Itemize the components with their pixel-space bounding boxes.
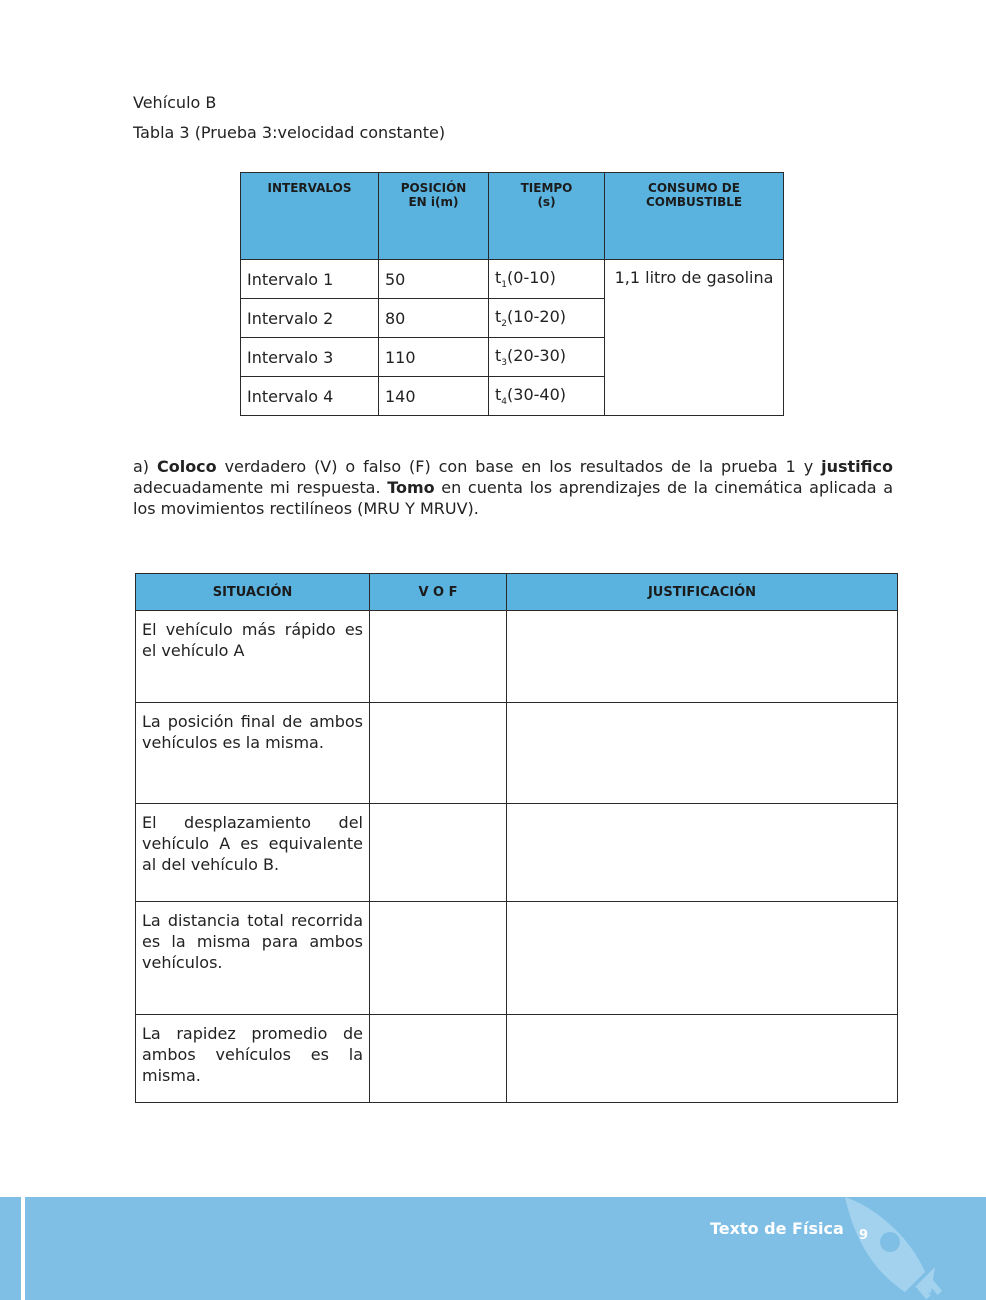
vof-answer-cell[interactable]: [370, 611, 507, 703]
situation-cell: La distancia total recorrida es la misma para ambos vehículos.: [136, 902, 370, 1015]
vof-answer-cell[interactable]: [370, 1015, 507, 1103]
justification-answer-cell[interactable]: [507, 804, 898, 902]
answer-header-row: [136, 574, 898, 611]
situation-cell: El vehículo más rápido es el vehículo A: [136, 611, 370, 703]
table-caption: Tabla 3 (Prueba 3:velocidad constante): [133, 123, 446, 142]
position-cell: 80: [379, 299, 489, 338]
header-intervals: INTERVALOS: [241, 173, 379, 260]
position-cell: 110: [379, 338, 489, 377]
answer-table: [135, 573, 898, 1103]
table-row: [136, 611, 898, 703]
vof-answer-cell[interactable]: [370, 703, 507, 804]
time-cell: $t_2(10-20)$: [489, 299, 605, 338]
header-situation: SITUACIÓN: [136, 574, 370, 611]
time-cell: $t_4(30-40)$: [489, 377, 605, 416]
table-row: [136, 902, 898, 1015]
table-row: [136, 804, 898, 902]
vehicle-heading: Vehículo B: [133, 93, 217, 112]
position-cell: 50: [379, 260, 489, 299]
header-fuel: CONSUMO DE COMBUSTIBLE: [605, 173, 784, 260]
table-row: [136, 1015, 898, 1103]
instruction-paragraph: a) Coloco verdadero (V) o falso (F) con base en los resultados de la prueba 1 y justifico adecuadamente mi respuesta. Tomo en cuenta los aprendizajes de la cinemática aplicada a los movimientos rectilíneos (MRU Y MRUV).: [133, 457, 893, 518]
justification-answer-cell[interactable]: [507, 902, 898, 1015]
header-vof: V O F: [370, 574, 507, 611]
justification-answer-cell[interactable]: [507, 703, 898, 804]
position-cell: 140: [379, 377, 489, 416]
justification-answer-cell[interactable]: [507, 611, 898, 703]
justification-answer-cell[interactable]: [507, 1015, 898, 1103]
situation-cell: La posición final de ambos vehículos es la misma.: [136, 703, 370, 804]
situation-cell: La rapidez promedio de ambos vehículos es la misma.: [136, 1015, 370, 1103]
fuel-cell: 1,1 litro de gasolina: [605, 260, 784, 416]
footer-stripe: [21, 1197, 25, 1300]
page-number: 9: [859, 1228, 869, 1243]
situation-cell: El desplazamiento del vehículo A es equivalente al del vehículo B.: [136, 804, 370, 902]
table-row: [136, 703, 898, 804]
interval-cell: Intervalo 4: [241, 377, 379, 416]
rocket-icon: [835, 1197, 986, 1300]
interval-cell: Intervalo 3: [241, 338, 379, 377]
interval-cell: Intervalo 2: [241, 299, 379, 338]
header-time: TIEMPO (s): [489, 173, 605, 260]
page-footer: [0, 1197, 986, 1300]
data-table: [240, 172, 784, 416]
interval-cell: Intervalo 1: [241, 260, 379, 299]
vof-answer-cell[interactable]: [370, 804, 507, 902]
header-justification: JUSTIFICACIÓN: [507, 574, 898, 611]
header-position: POSICIÓN EN i(m): [379, 173, 489, 260]
time-cell: $t_1(0-10)$: [489, 260, 605, 299]
table-row: [241, 260, 784, 299]
table-header-row: [241, 173, 784, 260]
footer-title: Texto de Física: [710, 1219, 844, 1238]
vof-answer-cell[interactable]: [370, 902, 507, 1015]
time-cell: $t_3(20-30)$: [489, 338, 605, 377]
